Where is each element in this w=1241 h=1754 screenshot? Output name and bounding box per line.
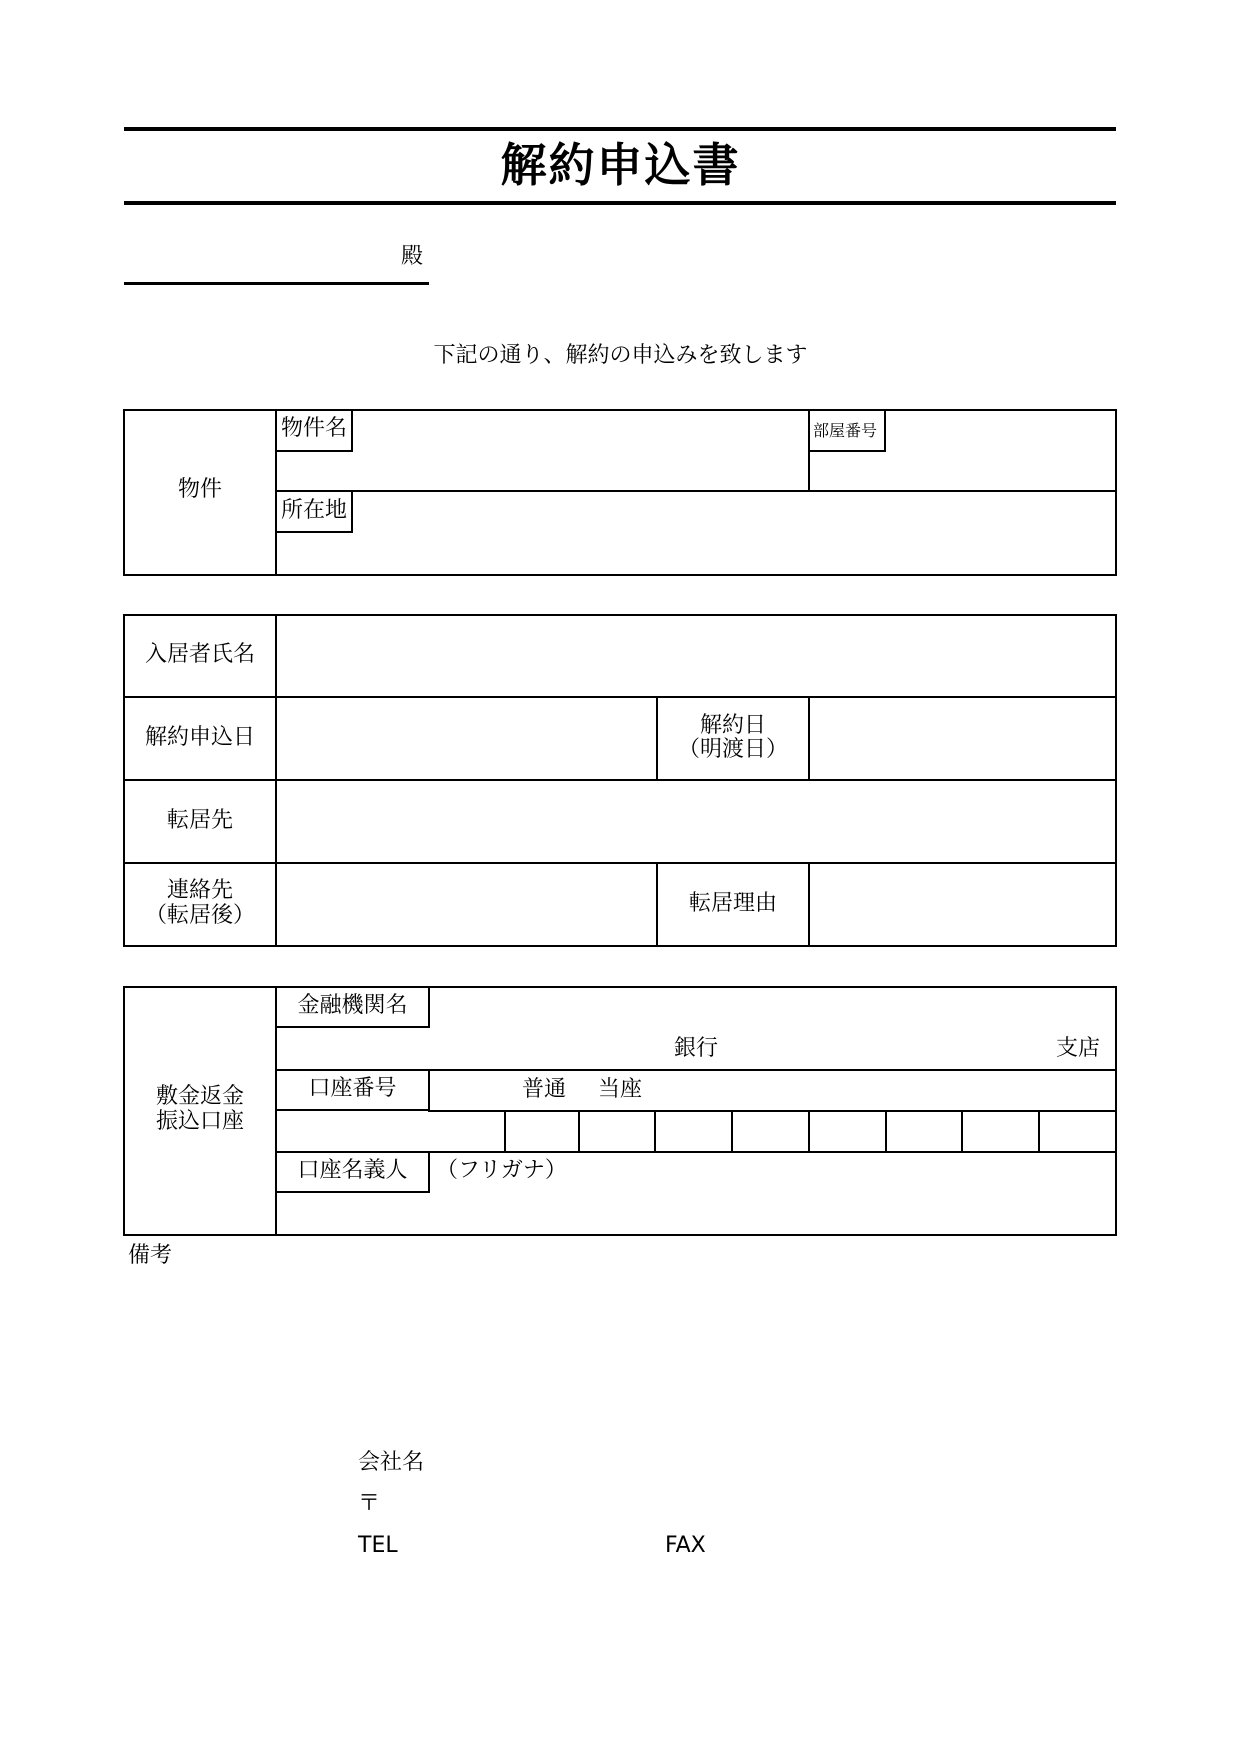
cancel-date-field[interactable] bbox=[811, 699, 1114, 778]
cancel-date-label: 解約日 bbox=[699, 713, 766, 738]
account-digit-cell[interactable] bbox=[582, 1112, 656, 1151]
account-digit-cell[interactable] bbox=[965, 1112, 1040, 1151]
postal-mark: 〒 bbox=[358, 1491, 381, 1516]
addressee-underline bbox=[124, 282, 429, 285]
account-digit-cell[interactable] bbox=[658, 1112, 733, 1151]
contact-label: 連絡先 bbox=[166, 878, 233, 903]
bank-name-field[interactable] bbox=[432, 1030, 672, 1066]
account-number-label: 口座番号 bbox=[308, 1076, 397, 1101]
new-address-field[interactable] bbox=[278, 782, 1114, 861]
intro-text: 下記の通り、解約の申込みを致します bbox=[433, 343, 808, 368]
apply-date-label: 解約申込日 bbox=[144, 725, 255, 750]
property-divider-h bbox=[275, 490, 1117, 492]
addressee-field[interactable] bbox=[124, 230, 424, 280]
reason-label: 転居理由 bbox=[688, 891, 777, 916]
bank-section-sublabel: 振込口座 bbox=[155, 1109, 244, 1134]
account-digit-cell[interactable] bbox=[812, 1112, 887, 1151]
title-bottom-rule bbox=[124, 201, 1116, 205]
contact-sublabel: （転居後） bbox=[144, 903, 255, 928]
cancel-date-sublabel: （明渡日） bbox=[677, 737, 788, 762]
address-field[interactable] bbox=[280, 535, 1114, 573]
apply-date-field[interactable] bbox=[278, 699, 655, 778]
resident-row-1 bbox=[123, 696, 1117, 698]
property-name-field[interactable] bbox=[280, 454, 805, 488]
account-digit-cell[interactable] bbox=[889, 1112, 963, 1151]
address-label: 所在地 bbox=[281, 498, 348, 523]
addressee-suffix: 殿 bbox=[401, 244, 424, 269]
holder-label: 口座名義人 bbox=[297, 1158, 408, 1183]
furigana-label: （フリガナ） bbox=[436, 1158, 567, 1183]
remarks-field[interactable] bbox=[124, 1272, 1116, 1422]
property-name-label: 物件名 bbox=[281, 416, 348, 441]
contact-field[interactable] bbox=[278, 865, 655, 945]
branch-suffix: 支店 bbox=[1056, 1036, 1101, 1061]
resident-row-2 bbox=[123, 779, 1117, 781]
account-type-checking[interactable]: 当座 bbox=[598, 1077, 643, 1102]
fax-label: FAX bbox=[665, 1533, 706, 1558]
resident-name-label: 入居者氏名 bbox=[144, 642, 255, 667]
bank-suffix: 銀行 bbox=[674, 1036, 719, 1061]
resident-row-3 bbox=[123, 862, 1117, 864]
account-digit-cell[interactable] bbox=[1042, 1112, 1115, 1151]
account-type-ordinary[interactable]: 普通 bbox=[522, 1077, 567, 1102]
resident-name-field[interactable] bbox=[278, 617, 1114, 695]
reason-field[interactable] bbox=[811, 865, 1114, 945]
remarks-label: 備考 bbox=[128, 1243, 173, 1268]
page-title: 解約申込書 bbox=[500, 138, 741, 192]
room-number-label: 部屋番号 bbox=[813, 421, 878, 440]
branch-name-field[interactable] bbox=[730, 1030, 1050, 1066]
tel-label: TEL bbox=[358, 1533, 398, 1558]
holder-name-field[interactable] bbox=[278, 1195, 1114, 1233]
property-section-label: 物件 bbox=[177, 477, 222, 502]
account-digit-cell[interactable] bbox=[735, 1112, 810, 1151]
account-digit-cell[interactable] bbox=[506, 1112, 580, 1151]
bank-section-label: 敷金返金 bbox=[155, 1084, 244, 1109]
title-top-rule bbox=[124, 127, 1116, 131]
company-name-label: 会社名 bbox=[358, 1450, 425, 1475]
institution-label: 金融機関名 bbox=[297, 993, 408, 1018]
new-address-label: 転居先 bbox=[166, 808, 233, 833]
room-number-field[interactable] bbox=[888, 412, 1114, 488]
